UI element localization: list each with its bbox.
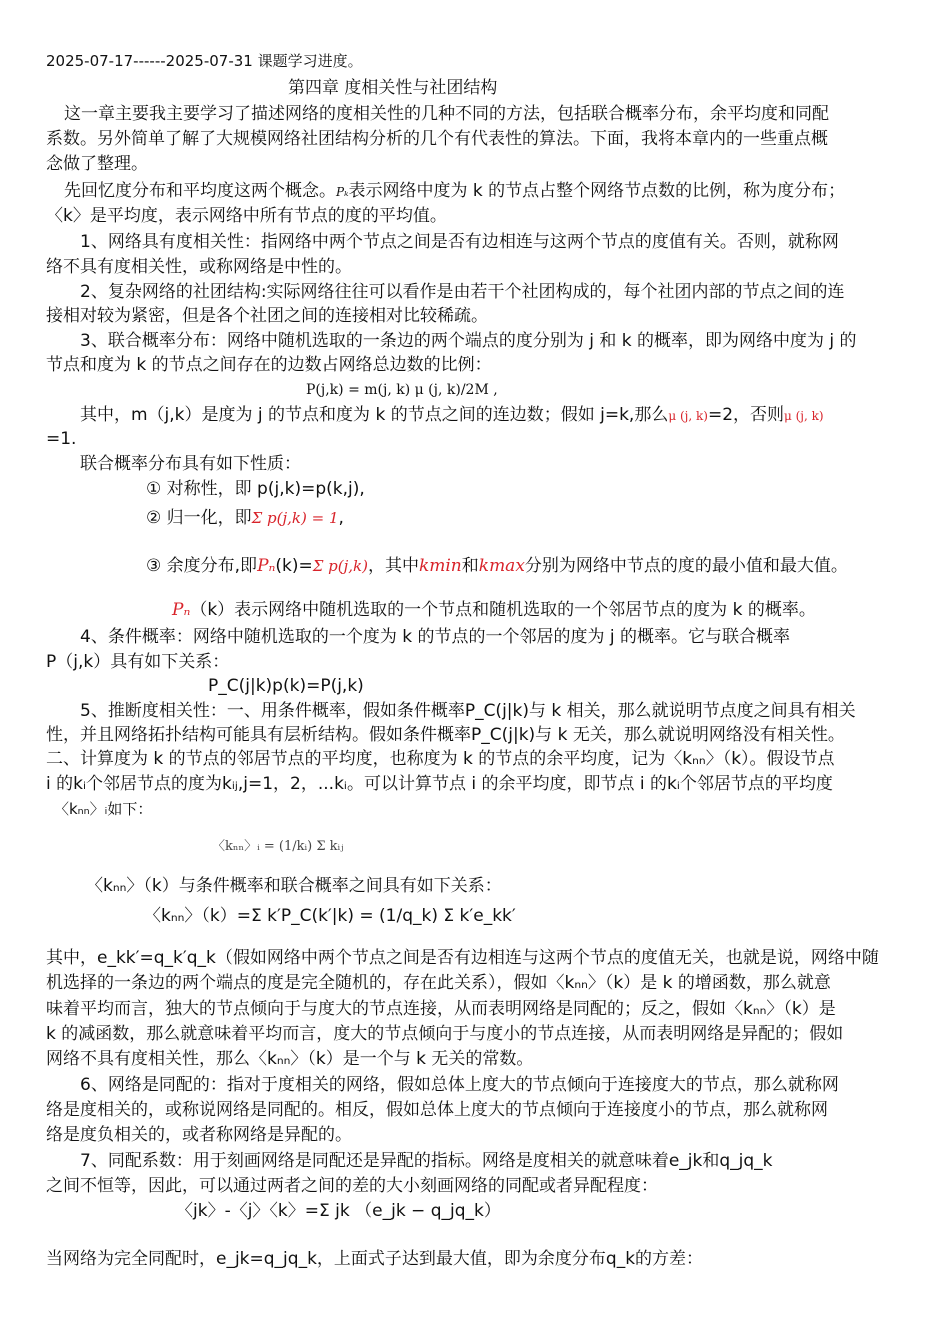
excess-text-b: (k)= bbox=[275, 556, 313, 576]
normalization-comma: , bbox=[338, 508, 344, 528]
para2-line-2: 接相对较为紧密，但是各个社团之间的连接相对比较稀疏。 bbox=[46, 306, 488, 326]
para5-line-4: i 的kᵢ个邻居节点的度为kᵢⱼ,j=1，2，...kᵢ。可以计算节点 i 的余平均度，即节点 i 的kᵢ个邻居节点的平均度 bbox=[46, 774, 833, 794]
para6-line-5: 网络不具有度相关性，那么〈kₙₙ〉（k）是一个与 k 无关的常数。 bbox=[46, 1049, 534, 1069]
pn-desc-symbol: Pₙ bbox=[172, 600, 191, 620]
para3-line-1: 3、联合概率分布：网络中随机选取的一条边的两个端点的度分别为 j 和 k 的概率，即为网络中度为 j 的 bbox=[80, 331, 857, 351]
intro-line-3: 念做了整理。 bbox=[46, 154, 148, 174]
review-text-b: 表示网络中度为 k 的节点占整个网络节点数的比例，称为度分布； bbox=[348, 181, 846, 201]
para3-line-2: 节点和度为 k 的节点之间存在的边数占网络总边数的比例： bbox=[46, 355, 492, 375]
excess-text-e: 分别为网络中节点的度的最小值和最大值。 bbox=[524, 556, 848, 576]
progress-header: 2025-07-17------2025-07-31 课题学习进度。 bbox=[46, 52, 363, 70]
normalization-text: ② 归一化，即 bbox=[146, 508, 252, 528]
intro-line-1: 这一章主要我主要学习了描述网络的度相关性的几种不同的方法，包括联合概率分布，余平均度和同配 bbox=[64, 104, 829, 124]
formula-joint-prob: P(j,k) = m(j, k) μ (j, k)/2M , bbox=[306, 382, 498, 398]
excess-equation: Σ p(j,k) bbox=[312, 557, 368, 575]
pn-desc-text: （k）表示网络中随机选取的一个节点和随机选取的一个邻居节点的度为 k 的概率。 bbox=[190, 600, 816, 620]
para3-text-b: =2，否则 bbox=[707, 405, 785, 425]
review-line-1 bbox=[64, 180, 845, 203]
para5-line-1: 5、推断度相关性：一、用条件概率，假如条件概率P_C(j|k)与 k 相关，那么就说明节点度之间具有相关 bbox=[80, 701, 856, 721]
para5-line-3: 二、计算度为 k 的节点的邻居节点的平均度，也称度为 k 的节点的余平均度，记为〈kₙₙ〉（k）。假设节点 bbox=[46, 749, 835, 769]
para1-line-1: 1、网络具有度相关性：指网络中两个节点之间是否有边相连与这两个节点的度值有关。否则，就称网 bbox=[80, 232, 839, 252]
para4-line-2: P（j,k）具有如下关系： bbox=[46, 652, 230, 672]
excess-text-a: ③ 余度分布,即 bbox=[146, 556, 258, 576]
para2-line-1: 2、复杂网络的社团结构:实际网络往往可以看作是由若干个社团构成的，每个社团内部的节点之间的连 bbox=[80, 282, 845, 302]
para8-line-2: 之间不恒等，因此，可以通过两者之间的差的大小刻画网络的同配或者异配程度： bbox=[46, 1176, 658, 1196]
kmin-symbol: kmin bbox=[418, 556, 462, 576]
review-text-a: 先回忆度分布和平均度这两个概念。 bbox=[64, 181, 336, 201]
pn-symbol: Pₙ bbox=[257, 556, 276, 576]
excess-text-d: 和 bbox=[461, 556, 479, 576]
formula-neighbor-avg: 〈kₙₙ〉ᵢ = (1/kᵢ) Σ kᵢⱼ bbox=[212, 839, 344, 854]
para3-line-3 bbox=[80, 404, 824, 427]
property-excess-degree bbox=[146, 555, 848, 577]
kmax-symbol: kmax bbox=[478, 556, 525, 576]
formula-assortativity: 〈jk〉-〈j〉〈k〉=Σ jk （e_jk − q_jq_k） bbox=[176, 1201, 501, 1221]
para6-line-2: 机选择的一条边的两个端点的度是完全随机的，存在此关系），假如〈kₙₙ〉（k）是 k 的增函数，那么就意 bbox=[46, 973, 831, 993]
para3-text-a: 其中，m（j,k）是度为 j 的节点和度为 k 的节点之间的连边数；假如 j=k,那么 bbox=[80, 405, 669, 425]
intro-line-2: 系数。另外简单了解了大规模网络社团结构分析的几个有代表性的算法。下面，我将本章内的一些重点概 bbox=[46, 129, 828, 149]
para6-line-3: 味着平均而言，独大的节点倾向于与度大的节点连接，从而表明网络是同配的；反之，假如〈kₙₙ〉（k）是 bbox=[46, 999, 836, 1019]
para4-line-1: 4、条件概率：网络中随机选取的一个度为 k 的节点的一个邻居的度为 j 的概率。它与联合概率 bbox=[80, 627, 790, 647]
properties-intro: 联合概率分布具有如下性质： bbox=[80, 454, 301, 474]
para3-line-4: =1. bbox=[46, 429, 77, 449]
property-normalization bbox=[146, 507, 344, 529]
formula-conditional: P_C(j|k)p(k)=P(j,k) bbox=[208, 676, 364, 696]
para7-line-3: 络是度负相关的，或者称网络是异配的。 bbox=[46, 1125, 352, 1145]
para5-line-6: 〈kₙₙ〉（k）与条件概率和联合概率之间具有如下关系： bbox=[86, 876, 502, 896]
pn-description bbox=[172, 599, 816, 621]
pk-symbol: Pₖ bbox=[336, 185, 349, 199]
para6-line-1: 其中，e_kk′=q_k′q_k（假如网络中两个节点之间是否有边相连与这两个节点的度值无关，也就是说，网络中随 bbox=[46, 948, 879, 968]
property-symmetry: ① 对称性，即 p(j,k)=p(k,j), bbox=[146, 479, 365, 499]
para7-line-2: 络是度相关的，或称说网络是同配的。相反，假如总体上度大的节点倾向于连接度小的节点，那么就称网 bbox=[46, 1100, 828, 1120]
formula-knn-relation: 〈kₙₙ〉（k）=Σ k′P_C(k′|k) = (1/q_k) Σ k′e_kk′ bbox=[144, 906, 516, 926]
mu-symbol-1: μ (j, k) bbox=[668, 409, 708, 423]
excess-text-c: ，其中 bbox=[367, 556, 419, 576]
para8-line-1: 7、同配系数：用于刻画网络是同配还是异配的指标。网络是度相关的就意味着e_jk和q_jq_k bbox=[80, 1151, 773, 1171]
para1-line-2: 络不具有度相关性，或称网络是中性的。 bbox=[46, 257, 352, 277]
para7-line-1: 6、网络是同配的：指对于度相关的网络，假如总体上度大的节点倾向于连接度大的节点，那么就称网 bbox=[80, 1075, 839, 1095]
chapter-title: 第四章 度相关性与社团结构 bbox=[288, 78, 498, 98]
para6-line-4: k 的减函数，那么就意味着平均而言，度大的节点倾向于与度小的节点连接，从而表明网络是异配的；假如 bbox=[46, 1024, 844, 1044]
para5-line-5: 〈kₙₙ〉ᵢ如下： bbox=[54, 800, 153, 818]
mu-symbol-2: μ (j, k) bbox=[784, 409, 824, 423]
review-line-2: 〈k〉是平均度，表示网络中所有节点的度的平均值。 bbox=[46, 206, 447, 226]
normalization-equation: Σ p(j,k) = 1 bbox=[251, 509, 339, 527]
para5-line-2: 性，并且网络拓扑结构可能具有层析结构。假如条件概率P_C(j|k)与 k 无关，那么就说明网络没有相关性。 bbox=[46, 725, 845, 745]
para9-line-1: 当网络为完全同配时，e_jk=q_jq_k，上面式子达到最大值，即为余度分布q_k的方差： bbox=[46, 1249, 704, 1269]
